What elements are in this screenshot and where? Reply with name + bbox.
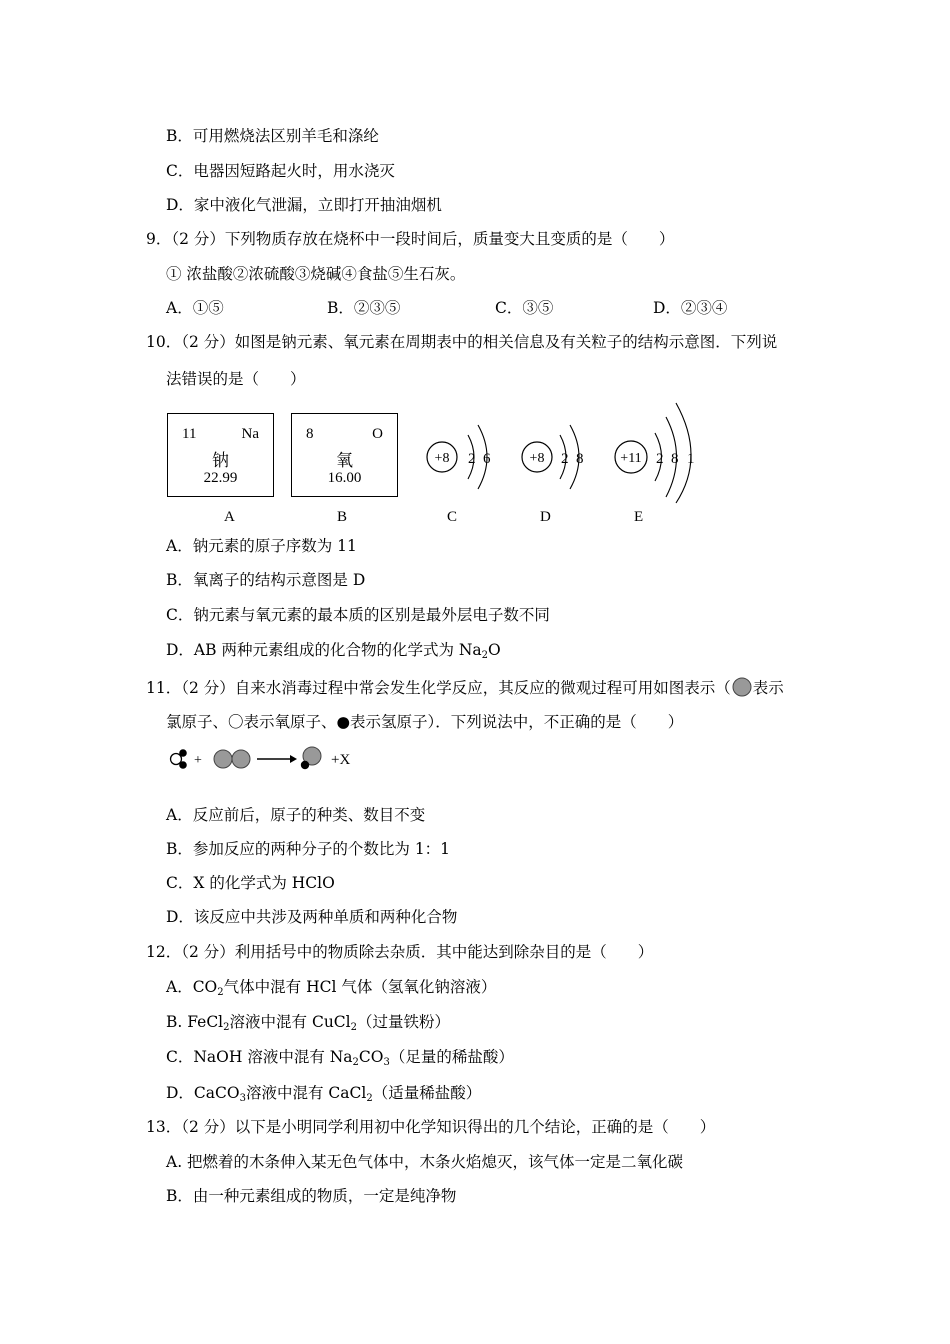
shell-electrons: 2 — [561, 451, 569, 467]
element-symbol: Na — [241, 426, 259, 442]
text-part: （过量铁粉） — [357, 1013, 451, 1031]
q9-option-c: C．③⑤ — [495, 299, 554, 317]
shell-electrons: 2 — [656, 451, 664, 467]
text-part: 11．（2 分）自来水消毒过程中常会发生化学反应，其反应的微观过程可用如图表示（ — [146, 679, 731, 697]
nucleus-charge: +8 — [434, 451, 450, 466]
text-part: B. FeCl — [166, 1013, 224, 1031]
q9-items: ① 浓盐酸②浓硫酸③烧碱④食盐⑤生石灰。 — [166, 265, 466, 283]
q10-stem-line2: 法错误的是（ ） — [166, 370, 306, 388]
water-molecule-icon — [171, 749, 187, 769]
product-x: +X — [331, 752, 351, 768]
reaction-arrow-icon — [257, 755, 297, 763]
q13-option-b: B．由一种元素组成的物质，一定是纯净物 — [166, 1187, 457, 1205]
q10-stem-line1: 10．（2 分）如图是钠元素、氧元素在周期表中的相关信息及有关粒子的结构示意图．下列说 — [146, 333, 778, 351]
q12-option-c — [166, 1047, 514, 1067]
figure-label-d: D — [540, 509, 551, 525]
chlorine-molecule-icon — [214, 750, 250, 768]
q10-option-b: B．氧离子的结构示意图是 D — [166, 571, 366, 589]
atomic-mass: 22.99 — [203, 470, 238, 486]
text-part: D．CaCO — [166, 1084, 240, 1102]
shell-electrons: 2 — [468, 451, 476, 467]
q8-option-b: B．可用燃烧法区别羊毛和涤纶 — [166, 127, 379, 145]
q12-option-b — [166, 1012, 450, 1032]
text-part: A．CO — [166, 978, 218, 996]
text-part: 溶液中混有 CuCl — [229, 1013, 351, 1031]
plus-sign: + — [194, 753, 202, 768]
q8-option-d: D．家中液化气泄漏，立即打开抽油烟机 — [166, 196, 442, 214]
q12-stem: 12．（2 分）利用括号中的物质除去杂质．其中能达到除杂目的是（ ） — [146, 943, 654, 961]
q12-option-d — [166, 1083, 481, 1103]
q9-stem: 9．（2 分）下列物质存放在烧杯中一段时间后，质量变大且变质的是（ ） — [146, 230, 675, 248]
text-part: 溶液中混有 CaCl — [245, 1084, 367, 1102]
atomic-number: 8 — [306, 426, 314, 442]
q9-option-a: A．①⑤ — [166, 299, 224, 317]
text-part: D．AB 两种元素组成的化合物的化学式为 Na — [166, 641, 482, 659]
q10-option-a: A．钠元素的原子序数为 11 — [166, 537, 357, 555]
periodic-box-sodium — [167, 413, 274, 497]
text-part: 气体中混有 HCl 气体（氢氧化钠溶液） — [223, 978, 497, 996]
text-part: O — [488, 641, 501, 659]
q10-option-c: C．钠元素与氧元素的最本质的区别是最外层电子数不同 — [166, 606, 550, 624]
q11-option-d: D．该反应中共涉及两种单质和两种化合物 — [166, 908, 458, 926]
element-name: 钠 — [212, 451, 229, 470]
structure-e — [615, 403, 695, 503]
element-symbol: O — [372, 426, 383, 442]
q8-option-c: C．电器因短路起火时，用水浇灭 — [166, 162, 395, 180]
structure-d — [522, 425, 584, 489]
shell-electrons: 6 — [483, 451, 491, 467]
atomic-mass: 16.00 — [327, 470, 362, 486]
text-part: C．NaOH 溶液中混有 Na — [166, 1048, 353, 1066]
subscript: 2 — [352, 1057, 359, 1068]
chlorine-atom-icon — [731, 677, 753, 697]
q11-option-c: C．X 的化学式为 HClO — [166, 874, 335, 892]
periodic-box-oxygen — [291, 413, 398, 497]
nucleus-charge: +11 — [620, 451, 642, 466]
structure-c — [427, 425, 491, 489]
shell-electrons: 8 — [671, 451, 679, 467]
atom-structure-diagrams — [410, 395, 710, 505]
q11-option-a: A．反应前后，原子的种类、数目不变 — [166, 806, 426, 824]
figure-label-e: E — [634, 509, 644, 525]
atomic-number: 11 — [182, 426, 197, 442]
figure-label-b: B — [337, 509, 348, 525]
text-part: （足量的稀盐酸） — [389, 1048, 514, 1066]
reaction-diagram — [166, 744, 366, 778]
figure-label-c: C — [447, 509, 458, 525]
subscript: 2 — [223, 1022, 230, 1033]
q10-option-d — [166, 640, 501, 660]
text-part: 表示 — [752, 679, 784, 697]
text-part: CO — [358, 1048, 384, 1066]
hydrogen-chloride-molecule-icon — [301, 747, 321, 769]
q12-option-a — [166, 977, 496, 997]
q11-stem-line2: 氯原子、〇表示氧原子、●表示氢原子）．下列说法中，不正确的是（ ） — [166, 713, 684, 731]
text-part: （适量稀盐酸） — [372, 1084, 482, 1102]
subscript: 2 — [217, 987, 224, 998]
subscript: 2 — [481, 650, 489, 661]
shell-electrons: 1 — [687, 451, 695, 467]
subscript: 2 — [350, 1022, 357, 1033]
shell-electrons: 8 — [576, 451, 584, 467]
subscript: 3 — [383, 1057, 390, 1068]
q13-stem: 13．（2 分）以下是小明同学利用初中化学知识得出的几个结论，正确的是（ ） — [146, 1118, 716, 1136]
figure-label-a: A — [224, 509, 235, 525]
q9-option-b: B．②③⑤ — [327, 299, 401, 317]
element-name: 氧 — [336, 451, 353, 470]
q11-stem-line1 — [146, 677, 784, 698]
subscript: 3 — [239, 1093, 246, 1104]
subscript: 2 — [366, 1093, 373, 1104]
q11-option-b: B．参加反应的两种分子的个数比为 1：1 — [166, 840, 451, 858]
q9-option-d: D．②③④ — [653, 299, 728, 317]
q13-option-a: A. 把燃着的木条伸入某无色气体中，木条火焰熄灭，该气体一定是二氧化碳 — [166, 1153, 684, 1171]
nucleus-charge: +8 — [529, 451, 545, 466]
